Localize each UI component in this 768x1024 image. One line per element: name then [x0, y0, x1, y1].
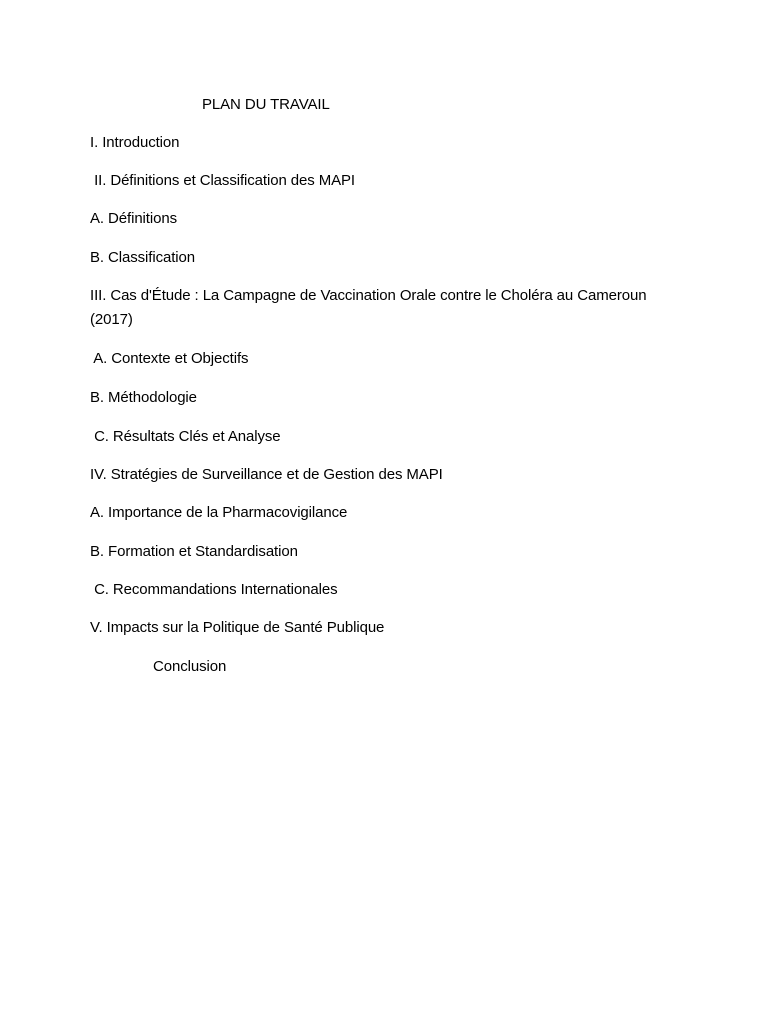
outline-item-4c: C. Recommandations Internationales [90, 581, 338, 598]
outline-item-section-2: II. Définitions et Classification des MAPI [90, 172, 355, 189]
outline-item-3a: A. Contexte et Objectifs [90, 350, 249, 367]
outline-item-2b: B. Classification [90, 249, 196, 266]
outline-item-2a: A. Définitions [90, 210, 177, 227]
outline-item-introduction: I. Introduction [90, 134, 180, 151]
outline-item-3c: C. Résultats Clés et Analyse [90, 428, 281, 445]
outline-item-4b: B. Formation et Standardisation [90, 543, 298, 560]
outline-item-section-3: III. Cas d'Étude : La Campagne de Vaccination Orale contre le Choléra au Cameroun (2017) [90, 287, 647, 328]
page-title: PLAN DU TRAVAIL [202, 96, 330, 113]
outline-item-3b: B. Méthodologie [90, 389, 197, 406]
outline-item-conclusion: Conclusion [153, 658, 227, 675]
outline-item-section-4: IV. Stratégies de Surveillance et de Gestion des MAPI [90, 466, 443, 483]
outline-item-4a: A. Importance de la Pharmacovigilance [90, 504, 348, 521]
outline-item-section-5: V. Impacts sur la Politique de Santé Publique [90, 619, 385, 636]
